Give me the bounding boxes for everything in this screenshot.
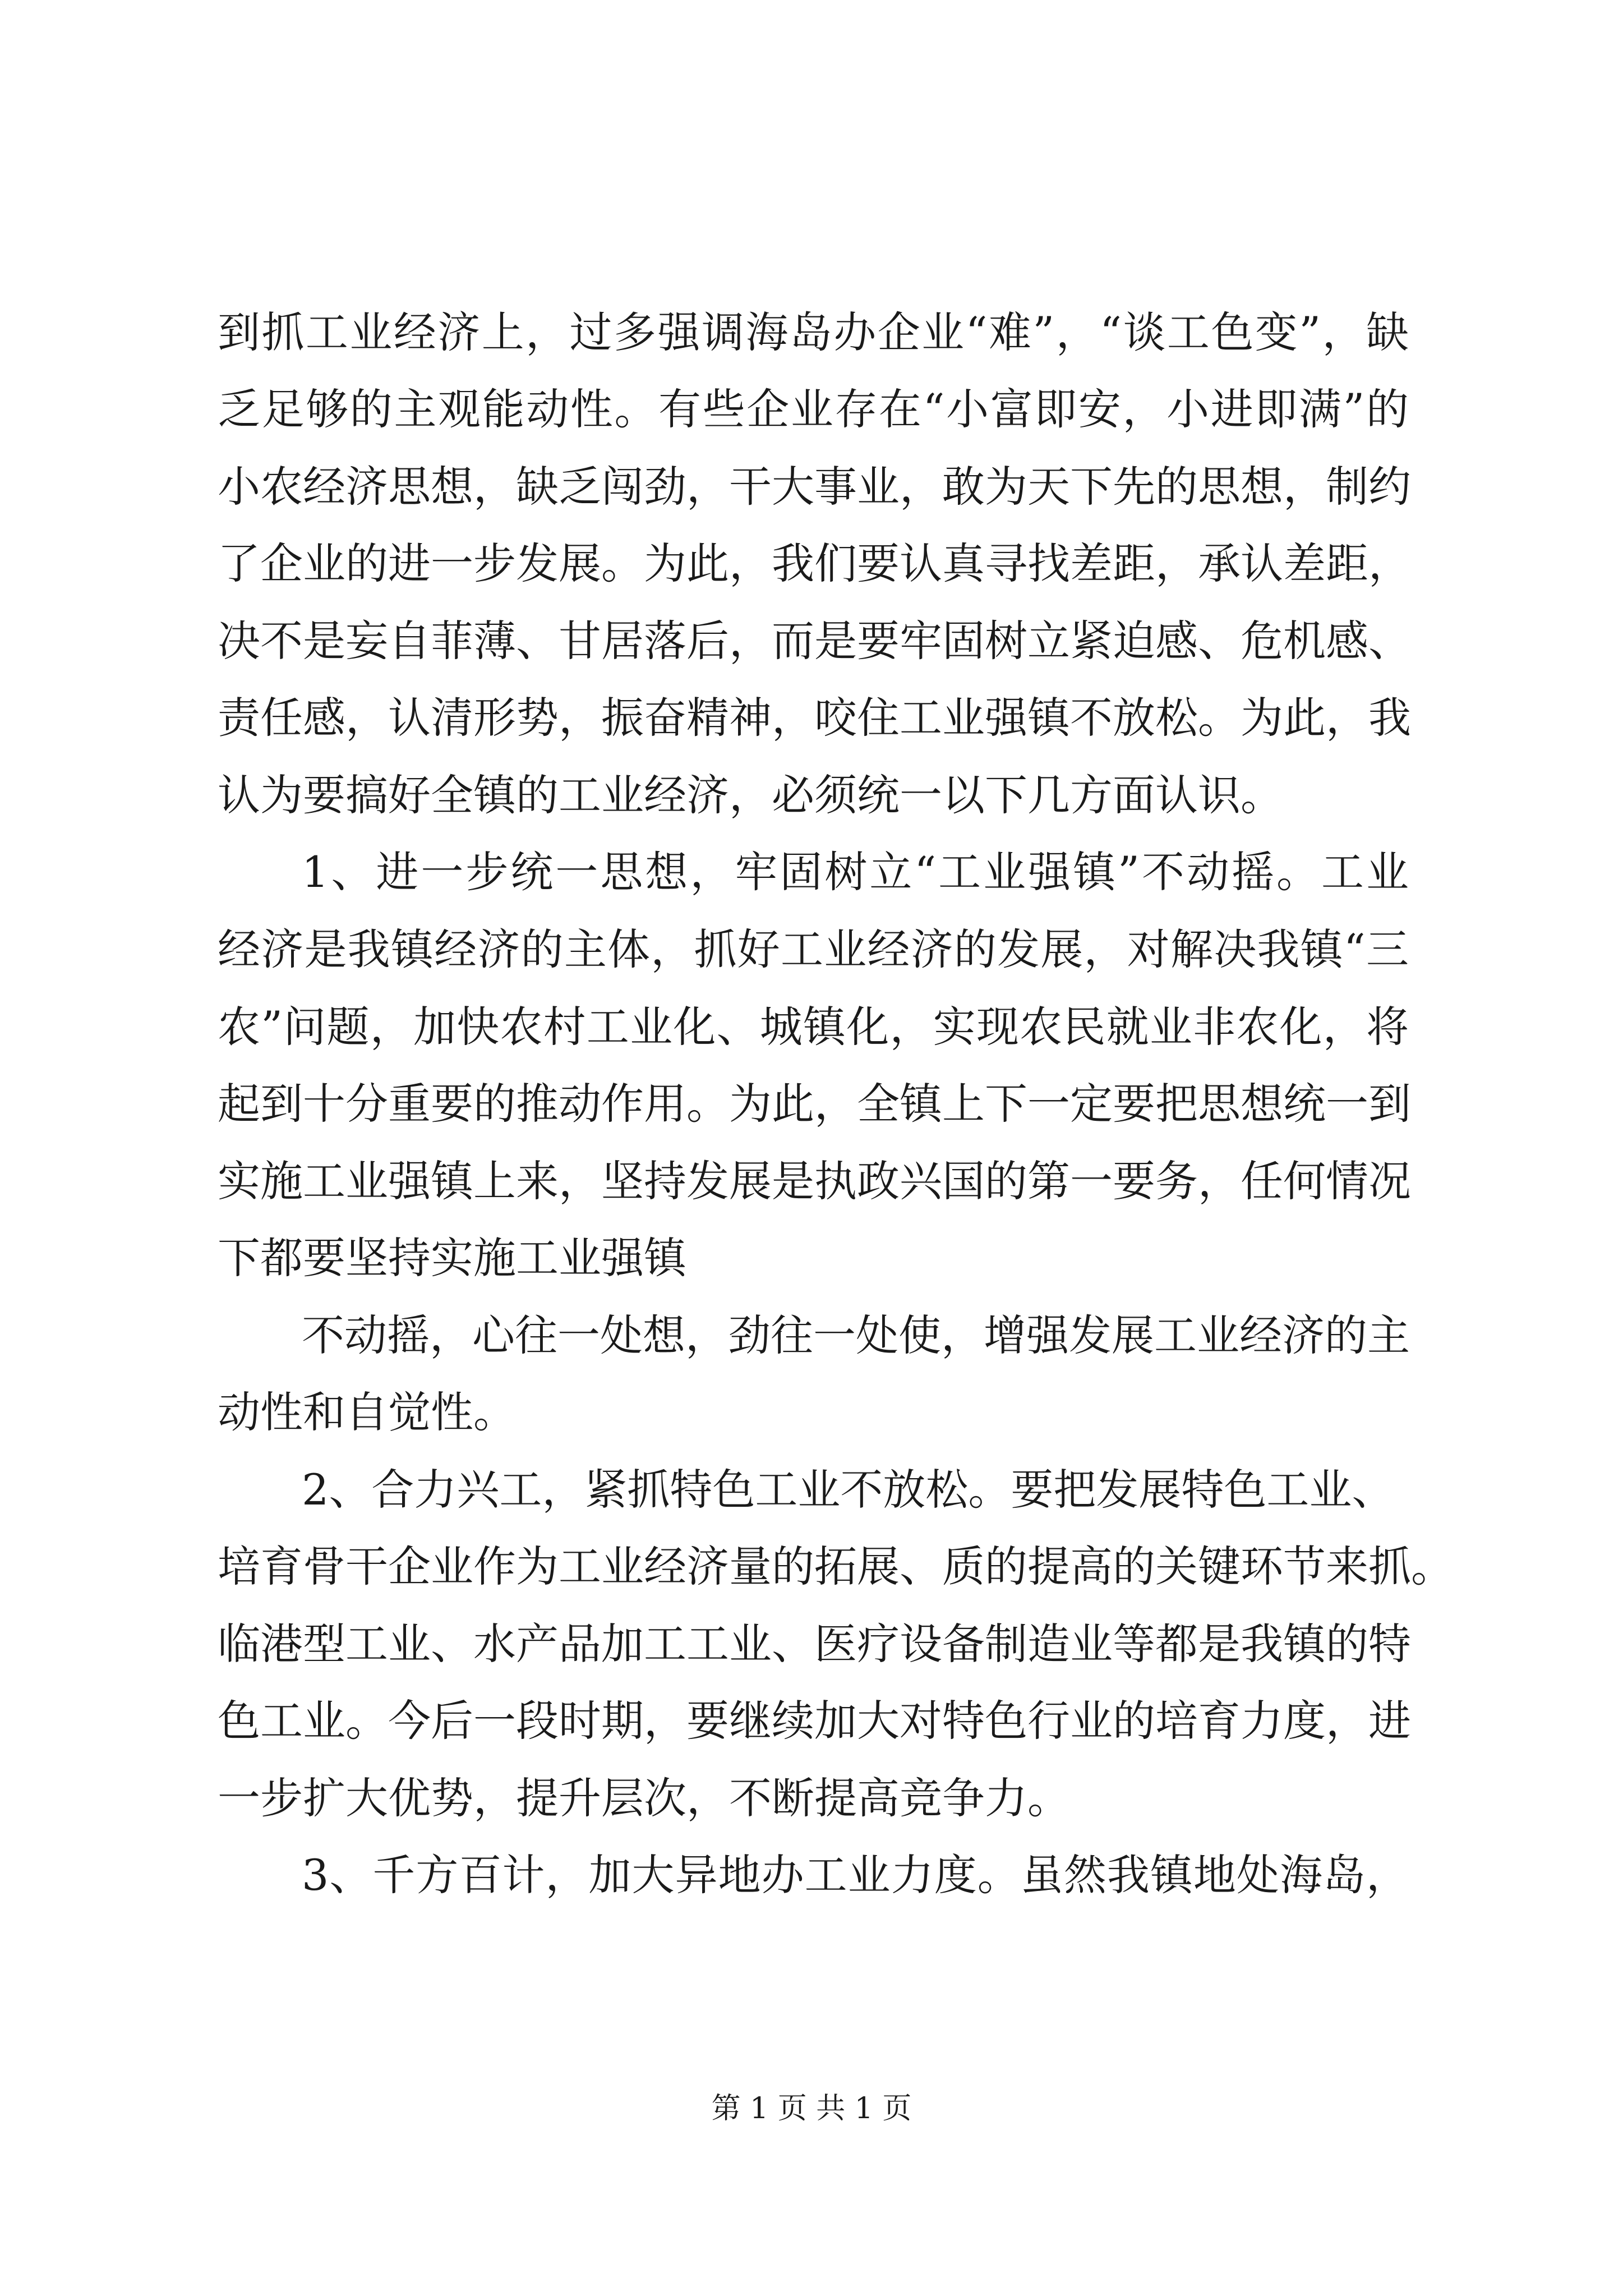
text-line-8: 1、进一步统一思想，牢固树立“工业强镇”不动摇。工业 [302,847,1409,897]
text-line-21: 3、千方百计，加大异地办工业力度。虽然我镇地处海岛， [302,1850,1409,1900]
text-line-11: 起到十分重要的推动作用。为此，全镇上下一定要把思想统一到 [218,1079,1411,1129]
text-line-12: 实施工业强镇上来，坚持发展是执政兴国的第一要务，任何情况 [218,1156,1411,1206]
text-line-15: 动性和自觉性。 [218,1387,516,1437]
text-line-16: 2、合力兴工，紧抓特色工业不放松。要把发展特色工业、 [302,1465,1395,1515]
text-line-1: 到抓工业经济上，过多强调海岛办企业“难”，“谈工色变”，缺 [218,307,1409,357]
text-line-14: 不动摇，心往一处想，劲往一处使，增强发展工业经济的主 [302,1310,1410,1360]
text-line-5: 决不是妄自菲薄、甘居落后，而是要牢固树立紧迫感、危机感、 [218,616,1411,666]
text-line-3: 小农经济思想，缺乏闯劲，干大事业，敢为天下先的思想，制约 [218,462,1411,512]
text-line-10: 农”问题，加快农村工业化、城镇化，实现农民就业非农化，将 [218,1002,1409,1052]
text-line-2: 乏足够的主观能动性。有些企业存在“小富即安，小进即满”的 [218,384,1409,434]
text-line-4: 了企业的进一步发展。为此，我们要认真寻找差距，承认差距， [218,539,1411,588]
text-line-17: 培育骨干企业作为工业经济量的拓展、质的提高的关键环节来抓。 [218,1542,1454,1591]
text-line-18: 临港型工业、水产品加工工业、医疗设备制造业等都是我镇的特 [218,1619,1411,1669]
text-line-19: 色工业。今后一段时期，要继续加大对特色行业的培育力度，进 [218,1696,1411,1746]
text-line-7: 认为要搞好全镇的工业经济，必须统一以下几方面认识。 [218,770,1283,820]
text-line-20: 一步扩大优势，提升层次，不断提高竞争力。 [218,1773,1070,1823]
text-line-9: 经济是我镇经济的主体，抓好工业经济的发展，对解决我镇“三 [218,924,1409,974]
text-line-6: 责任感，认清形势，振奋精神，咬住工业强镇不放松。为此，我 [218,693,1411,743]
text-line-13: 下都要坚持实施工业强镇 [218,1233,686,1283]
page-footer: 第 1 页 共 1 页 [711,2092,912,2125]
